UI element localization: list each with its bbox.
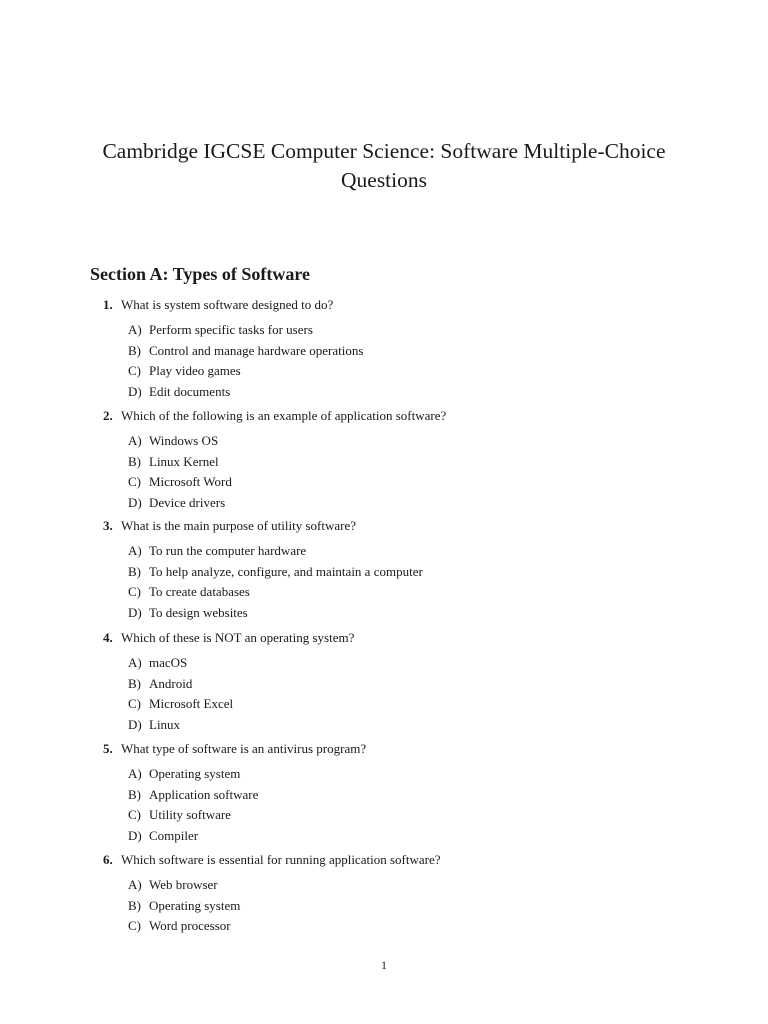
question-3	[103, 517, 356, 535]
option-text: Play video games	[149, 363, 241, 379]
option-letter: C)	[128, 363, 141, 379]
option-letter: D)	[128, 604, 142, 620]
option-text: Edit documents	[149, 383, 231, 399]
option-letter: D)	[128, 716, 142, 732]
answer-option	[128, 827, 198, 845]
answer-option	[128, 765, 240, 783]
answer-option	[128, 494, 225, 512]
answer-option	[128, 604, 248, 622]
option-text: Utility software	[149, 807, 231, 823]
option-text: Microsoft Excel	[149, 696, 234, 712]
question-text: What is the main purpose of utility software?	[121, 518, 357, 533]
option-letter: B)	[128, 786, 141, 802]
question-text: Which of these is NOT an operating system?	[121, 630, 355, 645]
answer-option	[128, 695, 233, 713]
answer-option	[128, 563, 423, 581]
option-text: To create databases	[149, 584, 250, 600]
option-text: Perform specific tasks for users	[149, 322, 313, 337]
section-heading: Section A: Types of Software	[90, 264, 310, 284]
question-text: Which of the following is an example of application software?	[121, 408, 447, 423]
answer-option	[128, 473, 232, 491]
option-letter: D)	[128, 494, 142, 510]
option-letter: A)	[128, 543, 142, 558]
answer-option	[128, 786, 258, 804]
option-letter: A)	[128, 322, 142, 337]
option-letter: A)	[128, 655, 142, 670]
option-text: Operating system	[149, 897, 241, 913]
option-text: To help analyze, configure, and maintain a computer	[149, 563, 423, 579]
question-number: 6.	[103, 852, 113, 867]
option-text: Compiler	[149, 827, 199, 843]
option-text: Linux Kernel	[149, 453, 219, 469]
option-text: To run the computer hardware	[149, 543, 307, 558]
question-number: 2.	[103, 408, 113, 423]
option-text: Control and manage hardware operations	[149, 342, 364, 358]
answer-option	[128, 654, 187, 672]
option-letter: C)	[128, 474, 141, 490]
question-6	[103, 851, 440, 869]
page-number: 1	[381, 958, 387, 972]
option-letter: B)	[128, 342, 141, 358]
option-letter: C)	[128, 807, 141, 823]
option-text: Windows OS	[149, 433, 219, 448]
question-text: What is system software designed to do?	[121, 297, 334, 312]
answer-option	[128, 806, 231, 824]
answer-option	[128, 542, 306, 560]
option-letter: C)	[128, 918, 141, 934]
option-text: Linux	[149, 716, 181, 732]
answer-option	[128, 716, 180, 734]
option-text: Android	[149, 675, 193, 691]
option-letter: A)	[128, 877, 142, 892]
answer-option	[128, 432, 218, 450]
option-letter: B)	[128, 563, 141, 579]
question-number: 1.	[103, 297, 113, 312]
option-letter: D)	[128, 383, 142, 399]
question-1	[103, 296, 333, 314]
question-5	[103, 740, 366, 758]
question-text: What type of software is an antivirus program?	[121, 741, 367, 756]
option-text: Microsoft Word	[149, 474, 232, 490]
option-text: Device drivers	[149, 494, 226, 510]
option-letter: A)	[128, 433, 142, 448]
option-text: macOS	[149, 655, 188, 670]
question-4	[103, 629, 354, 647]
answer-option	[128, 917, 231, 935]
answer-option	[128, 362, 241, 380]
answer-option	[128, 897, 240, 915]
option-letter: B)	[128, 453, 141, 469]
option-text: Operating system	[149, 766, 241, 781]
answer-option	[128, 453, 219, 471]
answer-option	[128, 876, 218, 894]
option-letter: A)	[128, 766, 142, 781]
question-number: 5.	[103, 741, 113, 756]
option-text: Word processor	[149, 918, 231, 934]
option-letter: C)	[128, 584, 141, 600]
option-letter: C)	[128, 696, 141, 712]
question-number: 4.	[103, 630, 113, 645]
question-2	[103, 407, 446, 425]
option-letter: D)	[128, 827, 142, 843]
option-letter: B)	[128, 897, 141, 913]
answer-option	[128, 583, 250, 601]
answer-option	[128, 342, 363, 360]
document-title: Cambridge IGCSE Computer Science: Software Multiple-Choice Questions	[102, 139, 666, 192]
answer-option	[128, 675, 192, 693]
answer-option	[128, 383, 230, 401]
option-letter: B)	[128, 675, 141, 691]
question-text: Which software is essential for running application software?	[121, 852, 441, 867]
option-text: Application software	[149, 786, 259, 802]
answer-option	[128, 321, 313, 339]
option-text: Web browser	[149, 877, 218, 892]
option-text: To design websites	[149, 604, 248, 620]
question-number: 3.	[103, 518, 113, 533]
